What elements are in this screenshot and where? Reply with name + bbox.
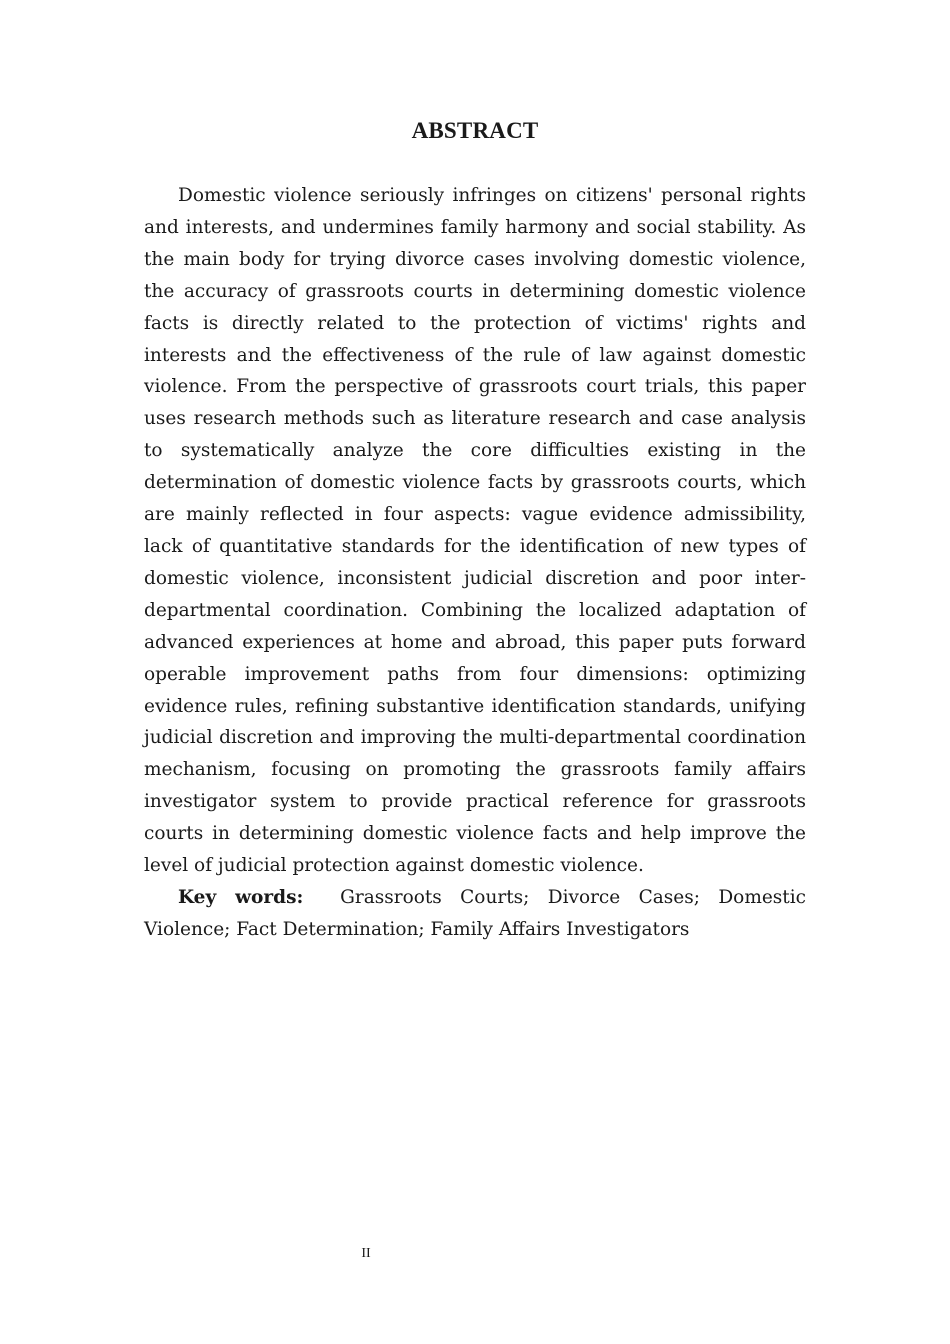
abstract-body: [144, 180, 806, 946]
keywords-paragraph: [144, 882, 806, 946]
abstract-title: ABSTRACT: [411, 118, 539, 143]
keywords-label: Key words:: [178, 886, 304, 908]
keywords-text: Grassroots Courts; Divorce Cases; Domestic Violence; Fact Determination; Family Affairs Investigators: [144, 886, 807, 940]
abstract-paragraph: Domestic violence seriously infringes on citizens' personal rights and interests, and undermines family harmony and social stability. As the main body for trying divorce cases involving domestic violence, the accuracy of grassroots courts in determining domestic violence facts is directly related to the protection of victims' rights and interests and the effectiveness of the rule of law against domestic violence. From the perspective of grassroots court trials, this paper uses research methods such as literature research and case analysis to systematically analyze the core difficulties existing in the determination of domestic violence facts by grassroots courts, which are mainly reflected in four aspects: vague evidence admissibility, lack of quantitative standards for the identification of new types of domestic violence, inconsistent judicial discretion and poor inter-departmental coordination. Combining the localized adaptation of advanced experiences at home and abroad, this paper puts forward operable improvement paths from four dimensions: optimizing evidence rules, refining substantive identification standards, unifying judicial discretion and improving the multi-departmental coordination mechanism, focusing on promoting the grassroots family affairs investigator system to provide practical reference for grassroots courts in determining domestic violence facts and help improve the level of judicial protection against domestic violence.: [144, 185, 806, 877]
page-number: II: [361, 1246, 371, 1261]
